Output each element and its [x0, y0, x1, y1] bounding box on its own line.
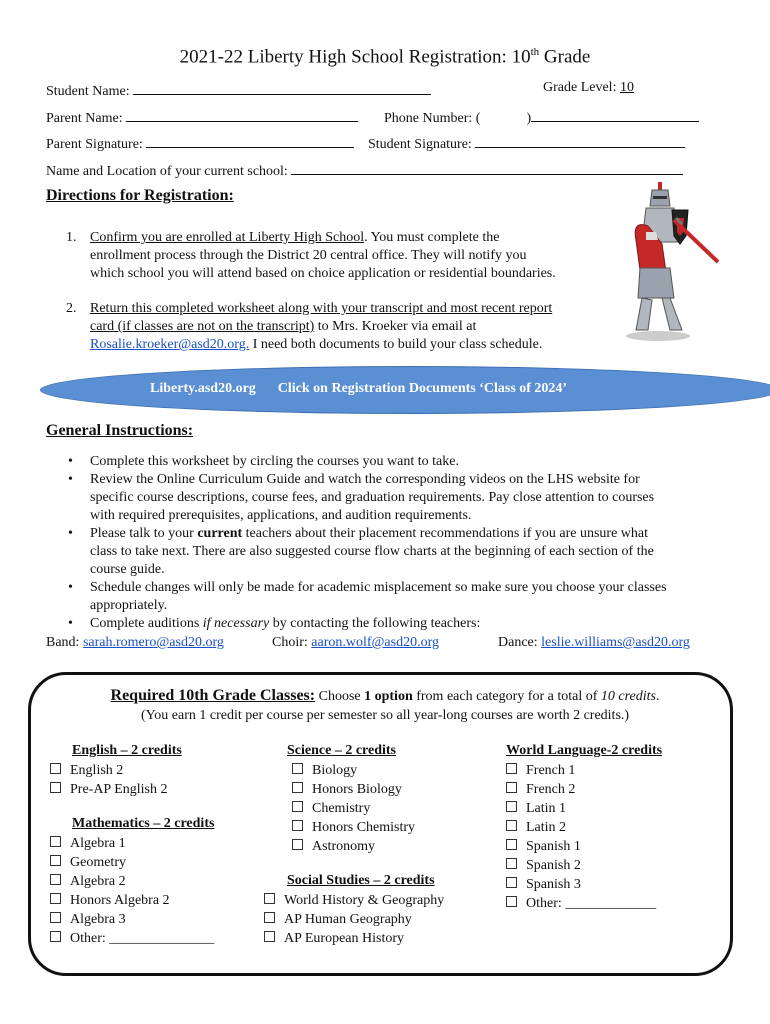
list-item[interactable]: French 1 — [506, 761, 656, 780]
direction-item-2: 2. Return this completed worksheet along with your transcript and most recent report card (if classes are not on the transcript) to Mrs. Kroeker via email at Rosalie.kroeker@asd20.org. I need both documents to build your class schedule. — [66, 301, 553, 352]
checkbox[interactable] — [50, 874, 61, 885]
list-item[interactable]: Pre-AP English 2 — [50, 780, 167, 799]
list-item: • Schedule changes will only be made for academic misplacement so make sure you choose your classes appropriately. — [68, 580, 667, 613]
world-language-options — [506, 761, 656, 913]
banner-text[interactable] — [150, 381, 567, 397]
checkbox[interactable] — [292, 763, 303, 774]
list-item: • Complete auditions if necessary by contacting the following teachers: — [68, 616, 481, 631]
general-instructions-list — [68, 453, 728, 633]
checkbox[interactable] — [264, 912, 275, 923]
list-item[interactable]: Geometry — [50, 853, 214, 872]
checkbox[interactable] — [506, 877, 517, 888]
list-item[interactable]: World History & Geography — [264, 891, 444, 910]
list-item[interactable]: Chemistry — [292, 799, 415, 818]
dance-email-link[interactable]: leslie.williams@asd20.org — [541, 635, 690, 650]
list-item[interactable]: AP European History — [264, 929, 444, 948]
list-item[interactable]: Biology — [292, 761, 415, 780]
list-item[interactable]: Honors Algebra 2 — [50, 891, 214, 910]
checkbox[interactable] — [292, 839, 303, 850]
band-email-link[interactable]: sarah.romero@asd20.org — [82, 635, 224, 650]
checkbox[interactable] — [292, 782, 303, 793]
math-options — [50, 834, 214, 948]
science-heading: Science – 2 credits — [287, 743, 396, 758]
checkbox[interactable] — [506, 782, 517, 793]
student-signature-field[interactable]: Student Signature: — [368, 133, 685, 153]
choir-contact: Choir: aaron.wolf@asd20.org — [272, 635, 439, 650]
parent-name-field[interactable]: Parent Name: — [46, 107, 358, 127]
checkbox[interactable] — [50, 931, 61, 942]
list-item[interactable]: Spanish 2 — [506, 856, 656, 875]
directions-heading: Directions for Registration: — [46, 187, 234, 204]
checkbox[interactable] — [292, 820, 303, 831]
list-item: • Review the Online Curriculum Guide and watch the corresponding videos on the LHS website for specific course descriptions, course fees, and graduation requirements. Pay close attention to courses with required prerequisites, applications, and audition requirements. — [68, 472, 655, 523]
list-item[interactable]: Algebra 3 — [50, 910, 214, 929]
required-heading: Required 10th Grade Classes: — [110, 687, 316, 704]
checkbox[interactable] — [50, 855, 61, 866]
checkbox[interactable] — [506, 896, 517, 907]
list-item[interactable]: Other: _______________ — [50, 929, 214, 948]
list-item[interactable]: Honors Chemistry — [292, 818, 415, 837]
checkbox[interactable] — [506, 858, 517, 869]
list-item[interactable]: Algebra 1 — [50, 834, 214, 853]
banner-instruction: Click on Registration Documents ‘Class of 2024’ — [277, 381, 568, 396]
parent-signature-field[interactable]: Parent Signature: — [46, 133, 354, 153]
math-heading: Mathematics – 2 credits — [72, 816, 215, 831]
banner-site: Liberty.asd20.org — [150, 381, 256, 396]
list-item[interactable]: Algebra 2 — [50, 872, 214, 891]
list-item[interactable]: English 2 — [50, 761, 167, 780]
checkbox[interactable] — [264, 893, 275, 904]
current-school-field[interactable]: Name and Location of your current school: — [46, 160, 683, 180]
choir-email-link[interactable]: aaron.wolf@asd20.org — [311, 635, 439, 650]
band-contact: Band: sarah.romero@asd20.org — [46, 635, 224, 650]
list-item[interactable]: Spanish 3 — [506, 875, 656, 894]
checkbox[interactable] — [506, 801, 517, 812]
kroeker-email-link[interactable]: Rosalie.kroeker@asd20.org. — [90, 337, 250, 352]
knight-mascot-image — [622, 180, 722, 345]
list-item[interactable]: French 2 — [506, 780, 656, 799]
list-item[interactable]: Latin 1 — [506, 799, 656, 818]
dance-contact: Dance: leslie.williams@asd20.org — [498, 635, 690, 650]
list-item[interactable]: Honors Biology — [292, 780, 415, 799]
science-options — [292, 761, 415, 856]
list-item: • Please talk to your current teachers about their placement recommendations if you are unsure what class to take next. There are also suggested course flow charts at the beginning of each section of the course guide. — [68, 526, 654, 577]
general-heading: General Instructions: — [46, 422, 194, 439]
list-item[interactable]: AP Human Geography — [264, 910, 444, 929]
checkbox[interactable] — [50, 893, 61, 904]
checkbox[interactable] — [50, 763, 61, 774]
required-heading-row: Required 10th Grade Classes: Choose 1 option from each category for a total of 10 credits. — [110, 687, 660, 704]
student-name-field[interactable]: Student Name: — [46, 80, 431, 100]
checkbox[interactable] — [506, 820, 517, 831]
checkbox[interactable] — [50, 836, 61, 847]
list-item[interactable]: Spanish 1 — [506, 837, 656, 856]
checkbox[interactable] — [506, 839, 517, 850]
social-studies-options — [264, 891, 444, 948]
checkbox[interactable] — [264, 931, 275, 942]
checkbox[interactable] — [50, 912, 61, 923]
checkbox[interactable] — [50, 782, 61, 793]
checkbox[interactable] — [292, 801, 303, 812]
english-heading: English – 2 credits — [72, 743, 182, 758]
list-item[interactable]: Astronomy — [292, 837, 415, 856]
english-options — [50, 761, 167, 799]
social-studies-heading: Social Studies – 2 credits — [287, 873, 435, 888]
page-title: 2021-22 Liberty High School Registration: 10th Grade — [179, 46, 591, 68]
list-item: • Complete this worksheet by circling the courses you want to take. — [68, 454, 459, 469]
checkbox[interactable] — [506, 763, 517, 774]
world-language-heading: World Language-2 credits — [506, 743, 663, 758]
list-item[interactable]: Latin 2 — [506, 818, 656, 837]
grade-level-field: Grade Level: 10 — [543, 80, 634, 95]
credit-note: (You earn 1 credit per course per semester so all year-long courses are worth 2 credits.) — [140, 708, 630, 723]
phone-number-field[interactable]: Phone Number: ( ) — [384, 107, 699, 127]
direction-item-1: 1. Confirm you are enrolled at Liberty High School. You must complete the enrollment process through the District 20 central office. They will notify you which school you will attend based on choice application or residential boundaries. — [66, 230, 556, 281]
list-item[interactable]: Other: _____________ — [506, 894, 656, 913]
